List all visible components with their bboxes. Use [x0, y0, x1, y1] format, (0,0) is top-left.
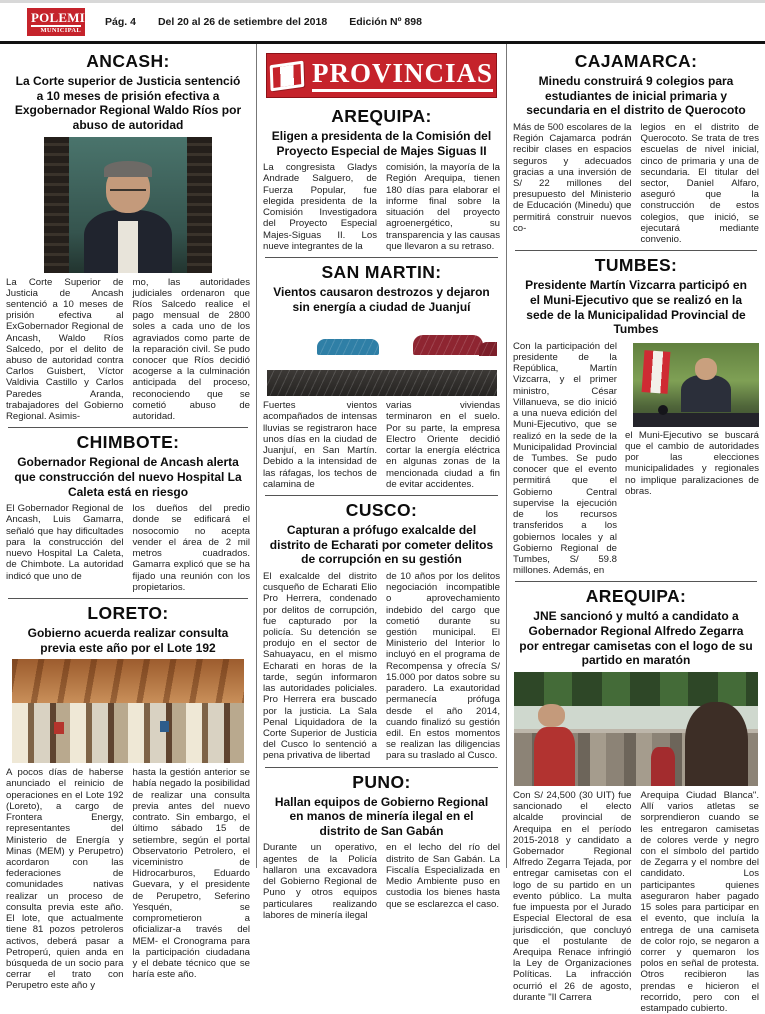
article-body — [263, 842, 500, 921]
peru-flag-decor — [642, 350, 671, 394]
article-body — [263, 162, 500, 252]
section-divider — [265, 495, 498, 496]
polemica-logo — [27, 8, 105, 37]
article-cusco — [263, 500, 500, 762]
article-puno — [263, 772, 500, 921]
article-san-martin — [263, 262, 500, 490]
body-col-2: de 10 años por los delitos negociación incompatible o aprovechamiento indebido del cargo que cometió durante su gestión municipal. El Ministerio del Interior lo incluyó en el programa de Recompensa y ofrecía S/ 15.000 por datos sobre su paradero. La exautoridad permanecía prófuga desde el año 2014, cuando finalizó su gestión edil. En estos momentos se realizan las diligencias para su traslado al Cusco. — [386, 570, 500, 762]
article-chimbote — [6, 432, 250, 593]
body-col-1: El exalcalde del distrito cusqueño de Echarati Elio Pro Herrera, condenado por delitos de corrupción, fue capturado por la policía. Su detención se produjo en el sector de Sahuayacu, en el mismo Echarati en horas de la tarde, según informaron las autoridades policiales. Pro Herrera era buscado por la justicia. La Sala Penal Liquidadora de la Corte Superior de Justicia del Cusco lo sentenció a pena privativa de libertad — [263, 570, 377, 762]
san-martin-photo — [267, 318, 497, 396]
body-col-2: legios en el distrito de Querocoto. Se trata de tres escuelas de nivel inicial, cinco de primaria y una de secundaria. El titular del sector, Daniel Alfaro, aseguró que la construcción de estos colegios, que inició, se ejecutará mediante convenio. — [640, 121, 759, 246]
body-col-2 — [625, 341, 759, 577]
body-col-2: varias viviendas terminaron en el suelo. Por su parte, la empresa Electro Oriente decidió cortar la energía eléctrica en algunas zonas de la mencionada ciudad a fin de evitar accidentes. — [386, 400, 500, 490]
right-column — [507, 44, 765, 1014]
logo-title: POLEMICA — [31, 9, 105, 25]
body-col-1: A pocos días de haberse anunciado el reinicio de operaciones en el Lote 192 (Loreto), a cargo de Frontera Energy, representantes del Ministerio de Energía y Minas (MEM) y Perupetro) acordaron con las federaciones de comunidades nativas realizar un proceso de consulta previa este año. El lote, que actualmente tiene 81 pozos petroleros activos, deberá pasar a Petroperú, quien anda en búsqueda de un socio para cerrar el trato con Perupetro este año y — [6, 767, 124, 992]
body-col-2: hasta la gestión anterior se había negado la posibilidad de realizar una consulta previa antes del nuevo contrato. Sin embargo, el último sábado 15 de setiembre, según el portal Observatorio Petrolero, el viceministro de Hidrocarburos, Eduardo Guevara, y el presidente de Perupetro, Seferino Yesquén, se comprometieron a oficializar-a través del MEM- el Cronograma para la participación ciudadana y el debate técnico que se haría este año. — [132, 767, 250, 981]
article-body — [263, 571, 500, 762]
article-headline: Gobierno acuerda realizar consulta previa este año por el Lote 192 — [27, 625, 229, 655]
article-headline: JNE sancionó y multó a candidato a Gobernador Regional Alfredo Zegarra por entregar camisetas con el logo de su partido en maratón — [519, 609, 753, 668]
article-title: SAN MARTIN: — [321, 262, 442, 282]
article-title: TUMBES: — [594, 255, 678, 276]
page-columns — [0, 44, 765, 1014]
section-divider — [265, 257, 498, 258]
article-body — [6, 767, 250, 991]
article-ancash — [6, 51, 250, 422]
article-headline: Minedu construirá 9 colegios para estudiantes de inicial primaria y secundaria en el distrito de Querocoto — [526, 74, 746, 118]
crowd-decor — [12, 703, 244, 763]
article-body — [263, 400, 500, 490]
article-headline: Capturan a prófugo exalcalde del distrito de Echarati por cometer delitos de corrupción en su gestión — [269, 523, 494, 567]
article-title: LORETO: — [87, 602, 169, 623]
article-headline: Presidente Martín Vizcarra participó en el Muni-Ejecutivo que se realizó en la sede de la Municipalidad Provincial de Tumbes — [525, 278, 747, 337]
section-divider — [515, 581, 757, 582]
article-body — [6, 277, 250, 423]
article-title: ANCASH: — [86, 51, 170, 71]
ancash-photo — [44, 137, 212, 273]
article-arequipa-mid — [263, 106, 500, 252]
edition-info — [105, 16, 422, 28]
article-body — [513, 122, 759, 245]
body-col-2: Arequipa Ciudad Blanca". Allí varios atletas se sorprendieron cuando se les entregaron camisetas de colores verde y negro con el símbolo del partido de Zegarra y el nombre del candidato. Los participantes quienes aseguraron haber pagado 15 soles para participar en el evento, que incluía la entrega de una camiseta de color rojo, se negaron a correr y quemaron los polos en señal de protesta. Otros recibieron las prendas e hicieron el recorrido, pero con el estampado cubierto. — [640, 789, 759, 1014]
trees-decor — [514, 672, 758, 706]
article-arequipa-right — [513, 586, 759, 1014]
body-col-2-text: el Muni-Ejecutivo se buscará que el cambio de autoridades por las elecciones municipalidades y regionales no implique paralizaciones de obras. — [625, 429, 759, 497]
body-col-1: Durante un operativo, agentes de la Policía hallaron una excavadora del Gobierno Regional de Puno y otros equipos particulares realizando labores de minería ilegal — [263, 842, 377, 921]
section-divider — [8, 427, 248, 428]
left-column — [0, 44, 256, 992]
article-title: AREQUIPA: — [331, 106, 432, 126]
section-divider — [8, 598, 248, 599]
article-body — [6, 503, 250, 593]
masthead — [0, 3, 765, 44]
provincias-label: PROVINCIAS — [312, 60, 493, 92]
section-divider — [265, 767, 498, 768]
page-number: Pág. 4 — [105, 16, 136, 28]
article-headline: La Corte superior de Justicia sentenció a 10 meses de prisión efectiva a Exgobernador Regional Waldo Ríos por abuso de autoridad — [14, 74, 242, 132]
article-body — [513, 341, 759, 577]
body-col-2: en el lecho del río del distrito de San Gabán. La Fiscalía Especializada en Medio Ambiente puso en custodia los bienes hasta que se esclarezca el caso. — [386, 842, 500, 910]
body-col-1: Más de 500 escolares de la Región Cajamarca podrán recibir clases en espacios seguros y adecuados gracias a una inversión de S/ 22 millones del presupuesto del Ministerio de Educación (Minedu) que permitirá construir nuevos co- — [513, 121, 632, 234]
article-body — [513, 790, 759, 1014]
loreto-photo — [12, 659, 244, 763]
section-divider — [515, 250, 757, 251]
body-col-1: La Corte Superior de Justicia de Ancash sentenció a 10 meses de prisión efectiva al ExGobernador Regional de Ancash, Waldo Ríos Salcedo, por el delito de abuso de autoridad contra Carlos Guisbert, Víctor Valdivia Castillo y Carlos Paredes Aranda, trabajadores del Gobierno Regional. Asimis- — [6, 276, 124, 423]
body-col-1: La congresista Gladys Andrade Salguero, de Fuerza Popular, fue elegida presidenta de la Comisión Investigadora del Proyecto Especial Majes-Siguas II. Los nueve integrantes de la — [263, 162, 377, 252]
body-col-2: comisión, la mayoría de la Región Arequipa, tienen 180 días para elaborar el informe final sobre la situación del proyecto agroenergético, su transparencia y las causas que llevaron a su retraso. — [386, 162, 500, 252]
article-loreto — [6, 603, 250, 992]
person-silhouette — [681, 375, 731, 412]
body-col-1: El Gobernador Regional de Ancash, Luis Gamarra, señaló que hay dificultades para la construcción del nuevo Hospital La Caleta, de Chimbote. La autoridad indicó que uno de — [6, 503, 124, 582]
article-tumbes — [513, 255, 759, 576]
rain-decor — [267, 318, 497, 396]
article-cajamarca — [513, 51, 759, 245]
tumbes-photo — [633, 343, 759, 427]
body-col-2: los dueños del predio donde se edificará el nosocomio no acepta vender el área de 2 mil metros cuadrados. Gamarra explicó que se ha fijado una reunión con los propietarios. — [132, 503, 250, 593]
provincias-banner — [266, 53, 497, 98]
body-col-1: Con la participación del presidente de la República, Martín Vizcarra, y el primer ministro, César Villanueva, se dio inició a una nueva edición del Muni-Ejecutivo, que se realizó en la sede de la Municipalidad Provincial de Tumbes. Se pudo conocer que el evento permitirá que el Gobierno Central supervise la ejecución de los recursos transferidos a los gobiernos locales y al Gobierno Regional de Tumbes, S/ 59.8 millones. Además, en — [513, 340, 617, 577]
article-headline: Eligen a presidenta de la Comisión del Proyecto Especial de Majes Siguas II — [271, 129, 492, 158]
gate-left-decor — [44, 137, 69, 273]
article-title: CAJAMARCA: — [574, 51, 698, 71]
glasses-decor — [110, 189, 147, 194]
body-col-1: Fuertes vientos acompañados de intensas lluvias se registraron hace unos días en la ciudad de Juanjuí, en San Martín. Debido a la intensidad de las ráfagas, los techos de calamina de — [263, 400, 377, 490]
article-headline: Gobernador Regional de Ancash alerta que construcción del nuevo Hospital La Caleta está en riesgo — [14, 455, 242, 499]
article-headline: Vientos causaron destrozos y dejaron sin energía a ciudad de Juanjuí — [273, 285, 490, 314]
article-headline: Hallan equipos de Gobierno Regional en manos de minería ilegal en el distrito de San Gabán — [274, 794, 489, 838]
article-title: AREQUIPA: — [585, 586, 687, 607]
logo-subtitle: MUNICIPAL — [40, 26, 81, 34]
body-col-1: Con S/ 24,500 (30 UIT) fue sancionado el electo alcalde provincial de Arequipa en el período 2015-2018 y candidato a Gobernador Regional Alfredo Zegarra Tejada, por entregar camisetas con el logo de su partido en un evento público. La multa fue impuesta por el Jurado Especial Electoral de esa jurisdicción, que concluyó que el postulante de Arequipa Renace infringió la Ley de Organizaciones Políticas. La infracción ocurrió el 26 de agosto, durante "Il Carrera — [513, 789, 632, 1003]
date-range: Del 20 al 26 de setiembre del 2018 — [157, 16, 328, 28]
article-title: CHIMBOTE: — [76, 432, 180, 453]
article-title: PUNO: — [352, 771, 411, 792]
peru-flag-icon — [270, 60, 305, 91]
article-title: CUSCO: — [345, 500, 418, 520]
body-col-2: mo, las autoridades judiciales ordenaron que Ríos Salcedo realice el pago mensual de 2800 soles a cada uno de los agraviados como parte de la reparación civil. Se pudo conocer que Ríos decidió acogerse a la culminación anticipada del proceso, reconociendo que se cometió abuso de autoridad. — [132, 276, 250, 423]
gate-right-decor — [187, 137, 212, 273]
edition-number: Edición Nº 898 — [349, 16, 422, 28]
middle-column — [256, 44, 507, 921]
arequipa-marathon-photo — [514, 672, 758, 786]
